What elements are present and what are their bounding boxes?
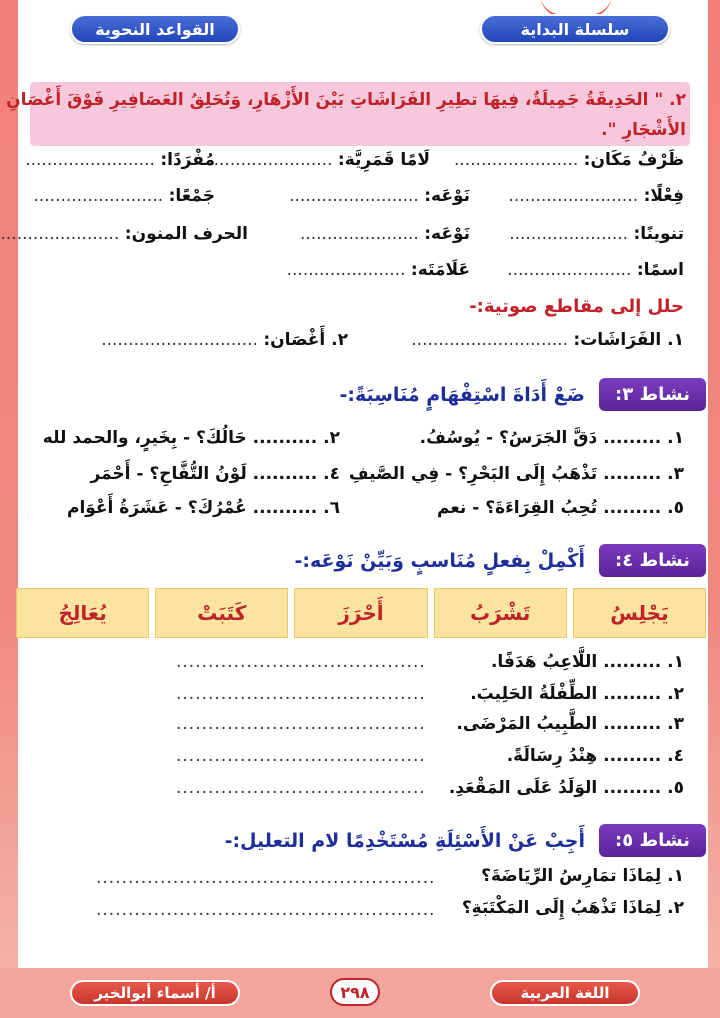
grammar-adverb: ظَرْفُ مَكَان: ....................... <box>453 150 684 170</box>
activity-4-answer-1: ....................................... <box>176 652 426 672</box>
footer-subject: اللغة العربية <box>520 984 610 1002</box>
series-title: سلسلة البداية <box>520 19 630 39</box>
footer-author: أ/ أسماء أبوالخير <box>94 984 216 1002</box>
verb-option: كَتَبَتْ <box>155 588 288 638</box>
activity-5-title: أَجِبْ عَنْ الأَسْئِلَةِ مُسْتَخْدِمًا لام التعليل:- <box>224 829 585 852</box>
grammar-tanween: تنوينًا: ...................... <box>509 224 684 244</box>
grammar-plural: جَمْعًا: ........................ <box>33 186 215 206</box>
activity-3-heading <box>339 378 706 411</box>
subject-title-pill <box>70 14 240 44</box>
activity-5-answer-1: ..................................................... <box>96 868 436 888</box>
grammar-tanween-type: نَوْعَه: ...................... <box>299 224 470 244</box>
syllables-item-2: ٢. أَغْصَان: ............................. <box>101 330 348 350</box>
activity-5-question-2: ٢. لِمَاذَا تَذْهَبُ إِلَى المَكْتَبَةِ؟ <box>461 898 684 918</box>
activity-4-item-4: ٤. ......... هِنْدُ رِسَالَةً. <box>506 746 684 766</box>
syllables-item-1: ١. الفَرَاشَات: ............................. <box>411 330 684 350</box>
activity-4-answer-2: ....................................... <box>176 684 426 704</box>
grammar-tanween-letter: الحرف المنون: ...................... <box>0 224 248 244</box>
activity-4-answer-4: ....................................... <box>176 746 426 766</box>
grammar-lunar-lam: لَامًا قَمَرِيَّة: ........................ <box>202 150 430 170</box>
page-number: ٢٩٨ <box>330 978 380 1006</box>
grammar-verb-type: نَوْعَه: ........................ <box>289 186 470 206</box>
syllables-title: حلل إلى مقاطع صوتية:- <box>469 296 684 317</box>
activity-4-item-3: ٣. ......... الطَّبِيبُ المَرْضَى. <box>456 714 684 734</box>
grammar-noun: اسمًا: ....................... <box>507 260 684 280</box>
activity-4-heading <box>295 544 707 577</box>
activity-5-heading <box>225 824 706 857</box>
grammar-noun-sign: عَلَامَتَه: ...................... <box>286 260 470 280</box>
verb-option: يَجْلِسُ <box>573 588 706 638</box>
activity-3-item-1: ١. ......... دَقَّ الجَرَسُ؟ - يُوسُفُ. <box>419 428 684 448</box>
grammar-verb: فِعْلًا: ........................ <box>508 186 684 206</box>
activity-4-item-2: ٢. ......... الطِّفْلَةُ الحَلِيبَ. <box>470 684 684 704</box>
activity-4-answer-5: ....................................... <box>176 778 426 798</box>
activity-5-question-1: ١. لِمَاذَا تمَارِسُ الرِّيَاضَةَ؟ <box>481 866 684 886</box>
verb-option: يُعَالِجُ <box>16 588 149 638</box>
verb-option: تَشْرَبُ <box>434 588 567 638</box>
activity-5-tag: نشاط ٥: <box>599 824 706 857</box>
activity-3-item-3: ٣. ......... تَذْهَبُ إِلَى البَحْرِ؟ - فِي الصَّيفِ <box>348 464 684 484</box>
activity-4-answer-3: ....................................... <box>176 714 426 734</box>
activity-3-item-6: ٦. .......... عُمْرُكَ؟ - عَشَرَةُ أَعْوَام <box>66 498 340 518</box>
sentence-line-1: ٢. " الحَدِيقَةُ جَمِيلَةٌ، فِيهَا تطِيرِ الفَرَاشَاتِ بَيْنَ الأَزْهَارِ، وَتُحَلِقُ العَصَافِيرِ فَوْقَ أَغْصَانِ <box>6 90 686 110</box>
activity-5-answer-2: ..................................................... <box>96 900 436 920</box>
activity-4-title: أَكْمِلْ بِفعلٍ مُنَاسبٍ وَبَيِّنْ نَوْعَه:- <box>294 549 585 572</box>
series-title-pill <box>480 14 670 44</box>
subject-title: القواعد النحوية <box>95 19 215 39</box>
activity-3-item-4: ٤. .......... لَوْنُ التُّفَّاحِ؟ - أَحْمَر <box>90 464 340 484</box>
activity-4-item-5: ٥. ......... الوَلَدُ عَلَى المَقْعَدِ. <box>448 778 684 798</box>
activity-3-title: ضَعْ أَدَاةَ اسْتِفْهَامٍ مُنَاسِبَةً:- <box>339 383 585 406</box>
activity-3-item-2: ٢. .......... حَالُكَ؟ - بِخَيرٍ، والحمد لله <box>42 428 340 448</box>
activity-4-tag: نشاط ٤: <box>599 544 706 577</box>
sentence-line-2: الأَشْجَارِ ". <box>601 120 686 140</box>
activity-3-item-5: ٥. ......... تُحِبُ القِرَاءَةَ؟ - نعم <box>437 498 684 518</box>
footer-author-pill <box>70 980 240 1006</box>
activity-4-item-1: ١. ......... اللَّاعِبُ هَدَفًا. <box>490 652 684 672</box>
verb-bank <box>16 588 706 638</box>
verb-option: أَحْرَزَ <box>294 588 427 638</box>
activity-3-tag: نشاط ٣: <box>599 378 706 411</box>
footer-subject-pill <box>490 980 640 1006</box>
grammar-singular: مُفْرَدًا: ........................ <box>25 150 215 170</box>
